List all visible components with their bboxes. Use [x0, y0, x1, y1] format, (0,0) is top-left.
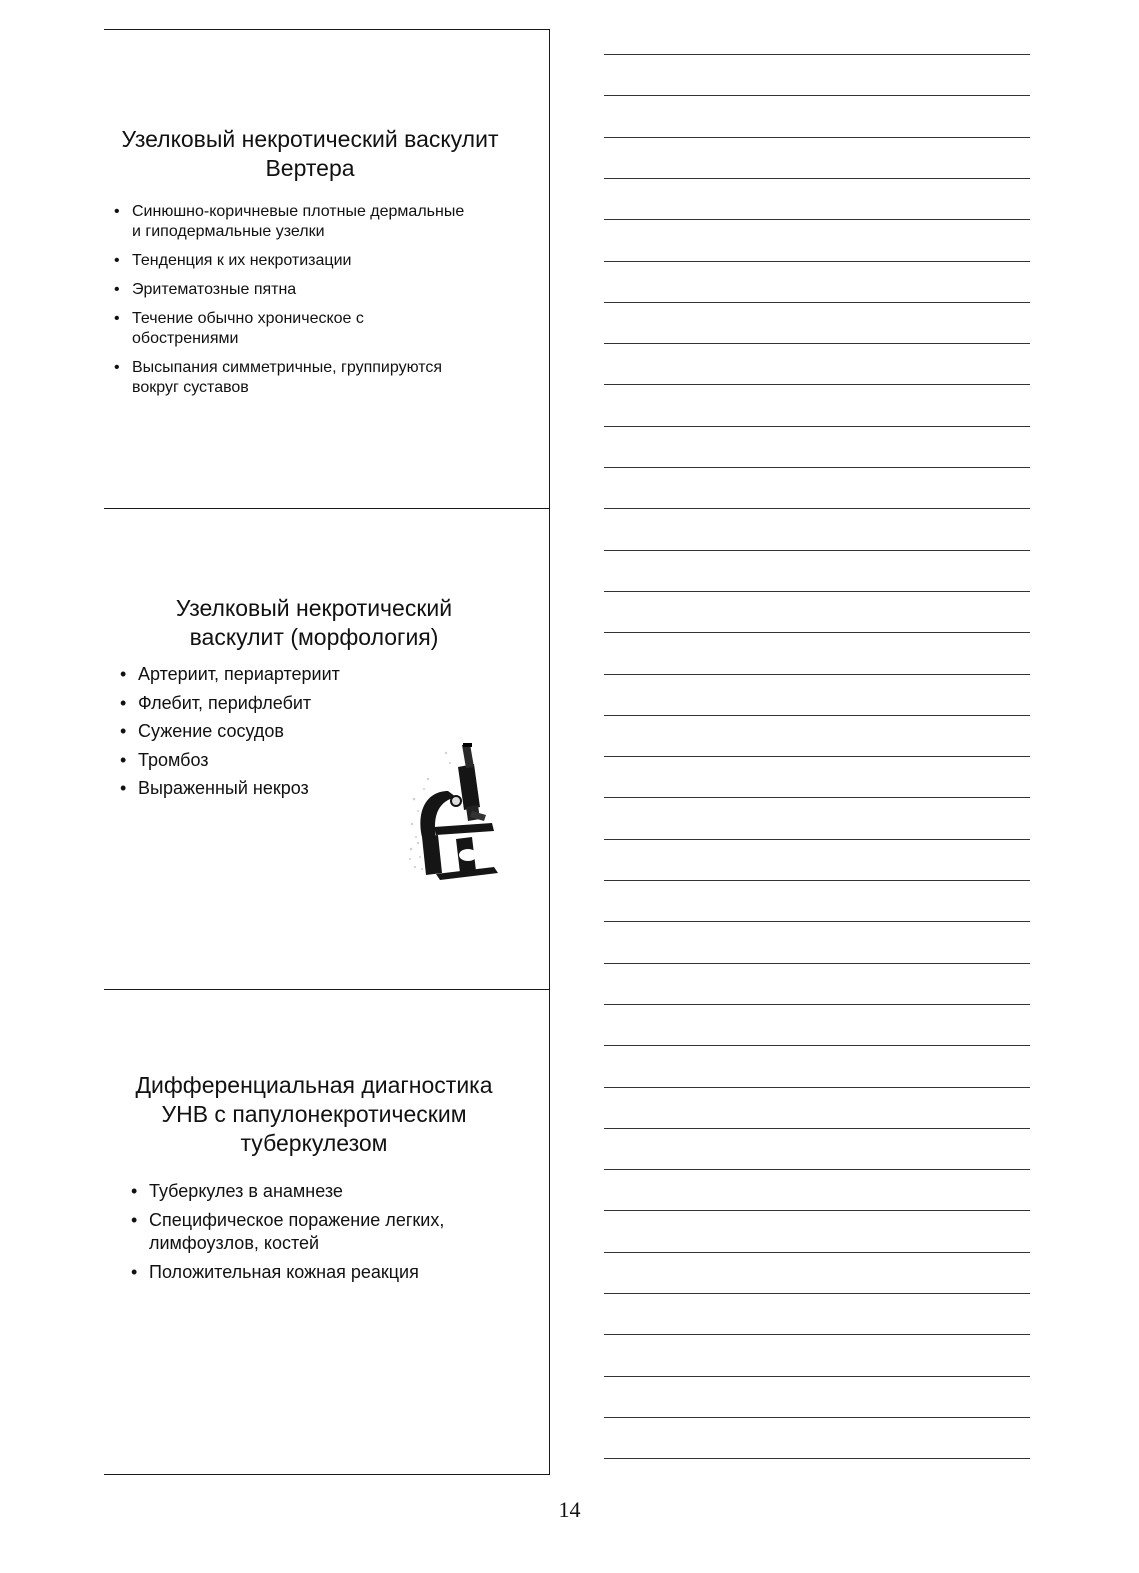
bullet-list — [131, 1180, 511, 1290]
microscope-icon — [406, 739, 502, 881]
page-number: 14 — [558, 1497, 581, 1522]
note-line — [604, 1417, 1030, 1418]
note-line — [604, 1334, 1030, 1335]
title-line: УНВ с папулонекротическим — [161, 1100, 467, 1127]
note-line — [604, 95, 1030, 96]
note-line — [604, 178, 1030, 179]
note-line — [604, 467, 1030, 468]
slide-2 — [104, 508, 550, 991]
slide-3 — [104, 989, 550, 1475]
bullet-item: • Течение обычно хроническое с обострениями — [114, 309, 504, 349]
note-line — [604, 1169, 1030, 1170]
note-line — [604, 674, 1030, 675]
bullet-item: • Тромбоз — [120, 749, 420, 771]
note-line — [604, 426, 1030, 427]
title-line: Узелковый некротический васкулит — [121, 126, 499, 152]
bullet-item: • Положительная кожная реакция — [131, 1261, 511, 1284]
title-line: Узелковый некротический — [175, 595, 453, 621]
note-line — [604, 1128, 1030, 1129]
bullet-item: • Туберкулез в анамнезе — [131, 1180, 511, 1203]
note-line — [604, 632, 1030, 633]
note-line — [604, 302, 1030, 303]
note-line — [604, 797, 1030, 798]
note-line — [604, 508, 1030, 509]
note-line — [604, 54, 1030, 55]
bullet-item: • Артериит, периартериит — [120, 663, 420, 685]
bullet-list — [114, 202, 504, 407]
note-line — [604, 384, 1030, 385]
slide-title — [104, 125, 516, 183]
note-line — [604, 550, 1030, 551]
note-line — [604, 1210, 1030, 1211]
note-line — [604, 921, 1030, 922]
bullet-item: • Тенденция к их некротизации — [114, 251, 504, 271]
notes-area — [604, 54, 1030, 1474]
note-line — [604, 137, 1030, 138]
note-line — [604, 880, 1030, 881]
note-line — [604, 839, 1030, 840]
bullet-item: • Флебит, перифлебит — [120, 692, 420, 714]
title-line: Дифференциальная диагностика — [135, 1072, 493, 1098]
bullet-item: • Эритематозные пятна — [114, 280, 504, 300]
bullet-item: • Выраженный некроз — [120, 777, 420, 799]
note-line — [604, 1045, 1030, 1046]
title-line: Вертера — [265, 154, 355, 181]
note-line — [604, 1293, 1030, 1294]
note-line — [604, 219, 1030, 220]
note-line — [604, 261, 1030, 262]
note-line — [604, 715, 1030, 716]
slide-title — [114, 1071, 514, 1157]
note-line — [604, 1004, 1030, 1005]
note-line — [604, 1252, 1030, 1253]
slide-1 — [104, 29, 550, 510]
slide-title — [124, 594, 504, 652]
bullet-item: • Высыпания симметричные, группируются вокруг суставов — [114, 358, 504, 398]
bullet-list — [120, 663, 420, 806]
note-line — [604, 756, 1030, 757]
note-line — [604, 1376, 1030, 1377]
title-line: туберкулезом — [240, 1129, 388, 1156]
bullet-item: • Сужение сосудов — [120, 720, 420, 742]
note-line — [604, 1087, 1030, 1088]
note-line — [604, 963, 1030, 964]
bullet-item: • Специфическое поражение легких, лимфоузлов, костей — [131, 1209, 511, 1255]
title-line: васкулит (морфология) — [189, 623, 439, 650]
note-line — [604, 591, 1030, 592]
note-line — [604, 343, 1030, 344]
bullet-item: • Синюшно-коричневые плотные дермальные и гиподермальные узелки — [114, 202, 504, 242]
note-line — [604, 1458, 1030, 1459]
